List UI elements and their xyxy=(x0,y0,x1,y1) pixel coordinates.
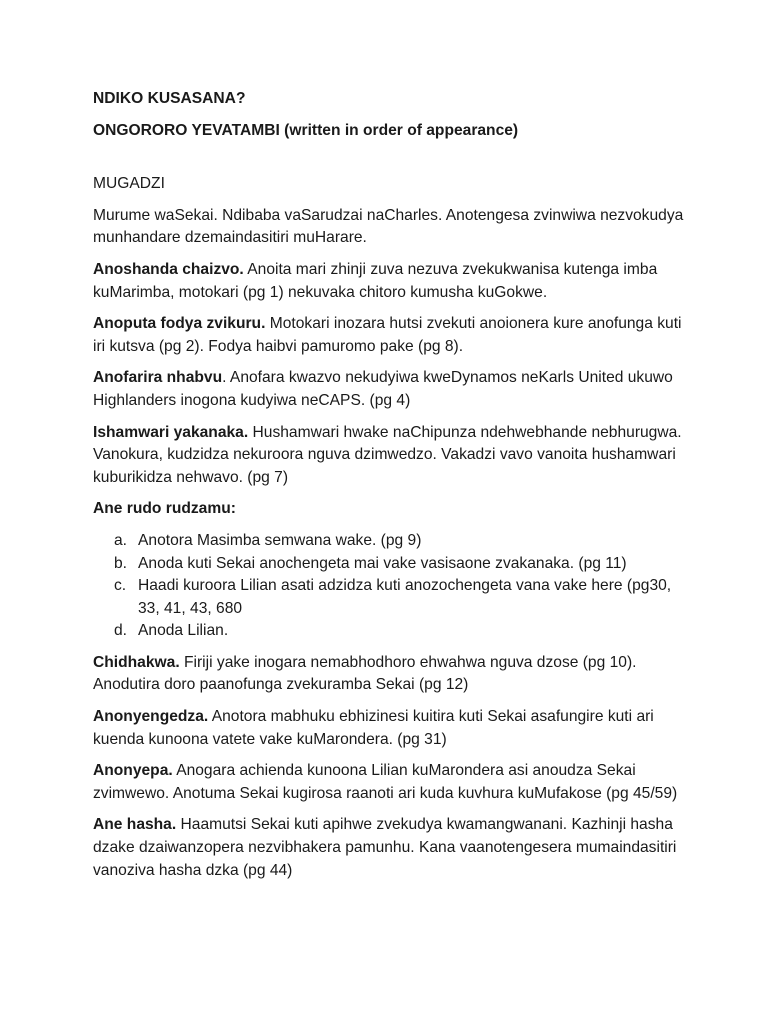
trait-text: Anogara achienda kunoona Lilian kuMarondera asi anoudza Sekai zvimwewo. Anotuma Sekai kugirosa raanoti ari kuda kuvhura kuMufakose (pg 45/59) xyxy=(93,762,678,802)
trait-paragraph xyxy=(93,367,688,412)
trait-label: Anoshanda chaizvo. xyxy=(93,260,244,278)
trait-paragraph xyxy=(93,313,688,358)
document-subtitle: ONGORORO YEVATAMBI (written in order of appearance) xyxy=(93,121,519,139)
trait-text: Motokari inozara hutsi zvekuti anoionera kure anofunga kuti iri kutsva (pg 2). Fodya haibvi pamuromo pake (pg 8). xyxy=(93,315,682,355)
trait-paragraph xyxy=(93,259,688,304)
trait-text: Hushamwari hwake naChipunza ndehwebhande nebhurugwa. Vanokura, kudzidza nekuroora nguva dzimwedzo. Vakadzi vavo vanoita hushamwari kuburikidza nehwavo. (pg 7) xyxy=(93,423,682,486)
trait-text: Firiji yake inogara nemabhodhoro ehwahwa nguva dzose (pg 10). Anodutira doro paanofunga zvekuramba Sekai (pg 12) xyxy=(93,653,637,694)
trait-label: Anoputa fodya zvikuru. xyxy=(93,315,266,333)
list-item xyxy=(93,553,688,576)
trait-text: Haamutsi Sekai kuti apihwe zvekudya kwamangwanani. Kazhinji hasha dzake dzaiwanzopera nezvibhakera pamunhu. Kana vaanotengesera mumaindasitiri vanoziva hasha dzka (pg 44) xyxy=(93,816,677,879)
trait-label: Ishamwari yakanaka. xyxy=(93,423,249,441)
list-item-text: Anoda kuti Sekai anochengeta mai vake vasisaone zvakanaka. (pg 11) xyxy=(138,554,627,572)
list-item xyxy=(93,575,688,620)
character-name: MUGADZI xyxy=(93,175,165,193)
list-marker: d. xyxy=(114,622,128,640)
list-item-text: Anoda Lilian. xyxy=(138,622,229,640)
list-item-text: Anotora Masimba semwana wake. (pg 9) xyxy=(138,531,422,549)
love-list xyxy=(93,530,688,643)
character-intro: Murume waSekai. Ndibaba vaSarudzai naCharles. Anotengesa zvinwiwa nezvokudya munhandare dzemaindasitiri muHarare. xyxy=(93,206,684,247)
trait-paragraph xyxy=(93,652,688,697)
trait-text: . Anofara kwazvo nekudyiwa kweDynamos neKarls United ukuwo Highlanders inogona kudyiwa neCAPS. (pg 4) xyxy=(93,369,673,409)
list-item xyxy=(93,620,688,643)
list-item xyxy=(93,530,688,553)
trait-label: Chidhakwa. xyxy=(93,653,180,671)
list-marker: a. xyxy=(114,531,128,549)
trait-paragraph xyxy=(93,814,688,882)
list-marker: b. xyxy=(114,554,128,572)
trait-label: Anonyengedza. xyxy=(93,708,209,726)
trait-paragraph xyxy=(93,422,688,490)
trait-paragraph xyxy=(93,706,688,751)
trait-text: Anoita mari zhinji zuva nezuva zvekukwanisa kutenga imba kuMarimba, motokari (pg 1) nekuvaka chitoro kumusha kuGokwe. xyxy=(93,260,658,301)
trait-label: Anofarira nhabvu xyxy=(93,369,223,387)
list-item-text: Haadi kuroora Lilian asati adzidza kuti anozochengeta vana vake here (pg30, 33, 41, 43, 680 xyxy=(138,577,672,617)
love-heading: Ane rudo rudzamu: xyxy=(93,500,236,518)
document-title: NDIKO KUSASANA? xyxy=(93,90,246,107)
trait-text: Anotora mabhuku ebhizinesi kuitira kuti Sekai asafungire kuti ari kuenda kunoona vatete vake kuMarondera. (pg 31) xyxy=(93,708,654,748)
trait-paragraph xyxy=(93,760,688,805)
trait-label: Ane hasha. xyxy=(93,816,177,834)
list-marker: c. xyxy=(114,577,127,595)
trait-label: Anonyepa. xyxy=(93,762,173,780)
